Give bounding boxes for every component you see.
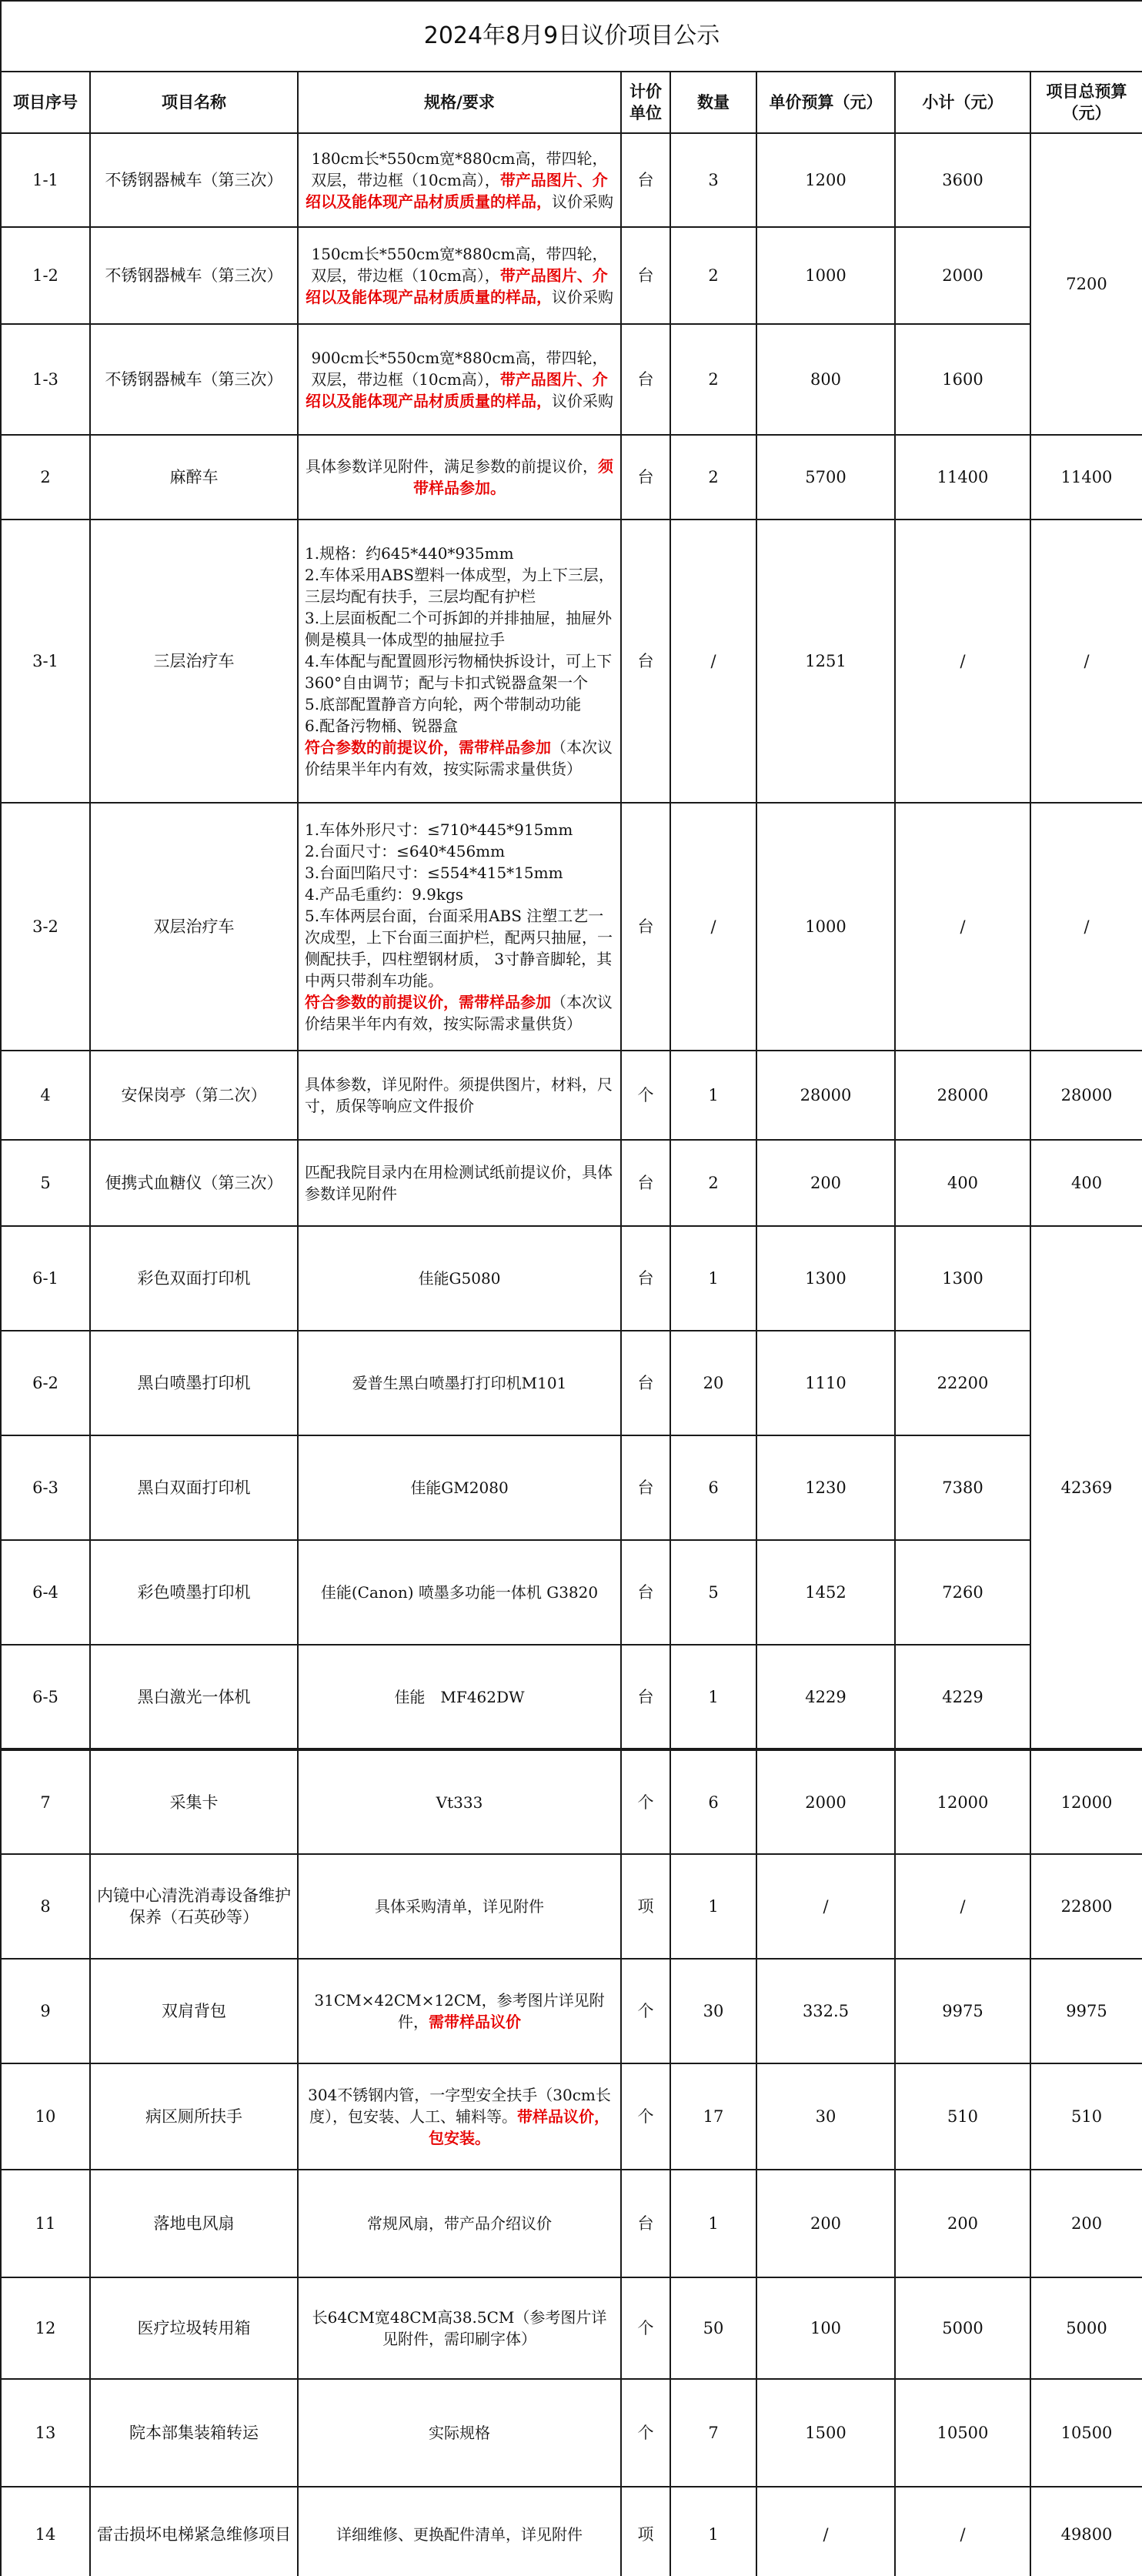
table-row: [1, 2277, 1142, 2379]
cell-subtotal: 28000: [895, 1051, 1030, 1140]
spec-highlight: 符合参数的前提议价，需带样品参加: [305, 993, 551, 1011]
cell-seq: 8: [1, 1854, 90, 1959]
cell-qty: 6: [670, 1435, 756, 1540]
table-row: [1, 2063, 1142, 2170]
cell-name: 不锈钢器械车（第三次）: [90, 324, 298, 435]
cell-subtotal: 22200: [895, 1331, 1030, 1435]
cell-price: 332.5: [756, 1959, 895, 2063]
cell-price: 100: [756, 2277, 895, 2379]
cell-name: 三层治疗车: [90, 520, 298, 803]
cell-price: 200: [756, 1140, 895, 1226]
table-row: [1, 1226, 1142, 1331]
cell-name: 院本部集装箱转运: [90, 2379, 298, 2487]
table-row: [1, 1854, 1142, 1959]
cell-total: 11400: [1030, 435, 1142, 520]
cell-name: 内镜中心清洗消毒设备维护保养（石英砂等）: [90, 1854, 298, 1959]
table-row: [1, 1645, 1142, 1749]
table-row: [1, 1959, 1142, 2063]
spec-text: 900cm长*550cm宽*880cm高，带四轮，双层，带边框（10cm高），: [311, 349, 608, 389]
cell-total: 22800: [1030, 1854, 1142, 1959]
cell-seq: 3-2: [1, 803, 90, 1051]
table-row: [1, 1435, 1142, 1540]
cell-total: 9975: [1030, 1959, 1142, 2063]
cell-subtotal: 1300: [895, 1226, 1030, 1331]
cell-seq: 5: [1, 1140, 90, 1226]
spec-highlight: 带产品图片、介绍以及能体现产品材质质量的样品，: [306, 266, 608, 306]
cell-price: 1110: [756, 1331, 895, 1435]
cell-unit: 台: [621, 1226, 670, 1331]
cell-spec: [298, 803, 621, 1051]
spec-highlight: 带样品议价，包安装。: [429, 2107, 609, 2147]
cell-unit: 台: [621, 227, 670, 324]
cell-subtotal: /: [895, 2487, 1030, 2576]
cell-spec: 详细维修、更换配件清单，详见附件: [298, 2487, 621, 2576]
cell-seq: 2: [1, 435, 90, 520]
spec-tail: 议价采购: [552, 288, 613, 306]
cell-price: 2000: [756, 1749, 895, 1854]
cell-qty: 1: [670, 2487, 756, 2576]
cell-name: 不锈钢器械车（第三次）: [90, 133, 298, 227]
cell-name: 彩色喷墨打印机: [90, 1540, 298, 1645]
spec-line: 1.车体外形尺寸：≤710*445*915mm: [305, 820, 573, 839]
cell-seq: 11: [1, 2170, 90, 2277]
cell-subtotal: 400: [895, 1140, 1030, 1226]
cell-seq: 6-1: [1, 1226, 90, 1331]
cell-spec: [298, 520, 621, 803]
header-total: 项目总预算（元）: [1030, 72, 1142, 133]
cell-subtotal: 7260: [895, 1540, 1030, 1645]
spec-tail: 议价采购: [552, 192, 613, 211]
cell-spec: 长64CM宽48CM高38.5CM（参考图片详见附件，需印刷字体）: [298, 2277, 621, 2379]
cell-subtotal: 11400: [895, 435, 1030, 520]
cell-unit: 个: [621, 1051, 670, 1140]
table-row: [1, 1749, 1142, 1854]
cell-unit: 台: [621, 1645, 670, 1749]
spec-text: 31CM×42CM×12CM，参考图片详见附件，: [314, 1991, 605, 2031]
cell-price: 1300: [756, 1226, 895, 1331]
cell-subtotal: 3600: [895, 133, 1030, 227]
cell-price: 1000: [756, 227, 895, 324]
table-row: [1, 1540, 1142, 1645]
cell-subtotal: /: [895, 520, 1030, 803]
cell-name: 麻醉车: [90, 435, 298, 520]
cell-spec: [298, 133, 621, 227]
spec-line: 4.产品毛重约：9.9kgs: [305, 885, 464, 904]
cell-price: 28000: [756, 1051, 895, 1140]
cell-seq: 9: [1, 1959, 90, 2063]
cell-unit: 个: [621, 1959, 670, 2063]
cell-subtotal: /: [895, 803, 1030, 1051]
cell-subtotal: 5000: [895, 2277, 1030, 2379]
cell-spec: 佳能G5080: [298, 1226, 621, 1331]
spec-text: 304不锈钢内管，一字型安全扶手（30cm长度），包安装、人工、辅料等。: [308, 2086, 611, 2126]
cell-qty: 20: [670, 1331, 756, 1435]
cell-total: /: [1030, 803, 1142, 1051]
cell-total: 49800: [1030, 2487, 1142, 2576]
cell-unit: 台: [621, 520, 670, 803]
table-row: [1, 227, 1142, 324]
cell-price: 1452: [756, 1540, 895, 1645]
header-seq: 项目序号: [1, 72, 90, 133]
cell-name: 双层治疗车: [90, 803, 298, 1051]
cell-qty: 1: [670, 1645, 756, 1749]
cell-qty: 7: [670, 2379, 756, 2487]
cell-seq: 14: [1, 2487, 90, 2576]
cell-total: 10500: [1030, 2379, 1142, 2487]
cell-price: /: [756, 2487, 895, 2576]
cell-subtotal: 9975: [895, 1959, 1030, 2063]
cell-spec: [298, 1959, 621, 2063]
header-row: [1, 72, 1142, 133]
cell-name: 采集卡: [90, 1749, 298, 1854]
spec-highlight: 须带样品参加。: [413, 457, 613, 497]
cell-seq: 6-2: [1, 1331, 90, 1435]
table-row: [1, 435, 1142, 520]
cell-unit: 台: [621, 1435, 670, 1540]
spec-highlight: 带产品图片、介绍以及能体现产品材质质量的样品，: [306, 171, 608, 211]
cell-price: 1000: [756, 803, 895, 1051]
cell-seq: 3-1: [1, 520, 90, 803]
header-spec: 规格/要求: [298, 72, 621, 133]
cell-price: 30: [756, 2063, 895, 2170]
cell-unit: 台: [621, 133, 670, 227]
cell-unit: 台: [621, 1140, 670, 1226]
cell-total: 5000: [1030, 2277, 1142, 2379]
cell-spec: [298, 435, 621, 520]
cell-qty: 17: [670, 2063, 756, 2170]
cell-unit: 台: [621, 324, 670, 435]
cell-price: /: [756, 1854, 895, 1959]
cell-qty: 1: [670, 2170, 756, 2277]
cell-spec: [298, 2063, 621, 2170]
spec-text: 具体参数详见附件，满足参数的前提议价，: [306, 457, 598, 476]
spec-line: 2.车体采用ABS塑料一体成型，为上下三层，三层均配有扶手，三层均配有护栏: [305, 566, 614, 606]
cell-name: 黑白双面打印机: [90, 1435, 298, 1540]
cell-name: 医疗垃圾转用箱: [90, 2277, 298, 2379]
cell-price: 1230: [756, 1435, 895, 1540]
cell-name: 黑白激光一体机: [90, 1645, 298, 1749]
cell-subtotal: 2000: [895, 227, 1030, 324]
cell-spec: Vt333: [298, 1749, 621, 1854]
spec-line: 1.规格：约645*440*935mm: [305, 544, 514, 563]
cell-name: 病区厕所扶手: [90, 2063, 298, 2170]
cell-qty: 2: [670, 1140, 756, 1226]
cell-spec: 爱普生黑白喷墨打打印机M101: [298, 1331, 621, 1435]
cell-spec: 佳能(Canon) 喷墨多功能一体机 G3820: [298, 1540, 621, 1645]
cell-name: 不锈钢器械车（第三次）: [90, 227, 298, 324]
cell-total: 12000: [1030, 1749, 1142, 1854]
spec-line: 6.配备污物桶、锐器盒: [305, 717, 459, 735]
cell-price: 1500: [756, 2379, 895, 2487]
cell-unit: 台: [621, 1540, 670, 1645]
cell-subtotal: 510: [895, 2063, 1030, 2170]
spec-line: 2.台面尺寸：≤640*456mm: [305, 842, 506, 860]
cell-unit: 个: [621, 2379, 670, 2487]
spec-highlight: 符合参数的前提议价，需带样品参加: [305, 738, 551, 757]
cell-price: 4229: [756, 1645, 895, 1749]
cell-total: 400: [1030, 1140, 1142, 1226]
table-row: [1, 520, 1142, 803]
cell-seq: 1-3: [1, 324, 90, 435]
spec-tail: 议价采购: [552, 392, 613, 410]
cell-subtotal: 1600: [895, 324, 1030, 435]
cell-seq: 6-3: [1, 1435, 90, 1540]
cell-unit: 台: [621, 1331, 670, 1435]
table-row: [1, 803, 1142, 1051]
cell-seq: 12: [1, 2277, 90, 2379]
cell-qty: 30: [670, 1959, 756, 2063]
cell-subtotal: 4229: [895, 1645, 1030, 1749]
cell-name: 黑白喷墨打印机: [90, 1331, 298, 1435]
cell-qty: 1: [670, 1226, 756, 1331]
spec-highlight: 需带样品议价: [429, 2013, 521, 2031]
cell-name: 落地电风扇: [90, 2170, 298, 2277]
cell-spec: [298, 324, 621, 435]
cell-seq: 4: [1, 1051, 90, 1140]
cell-seq: 6-4: [1, 1540, 90, 1645]
cell-qty: 2: [670, 435, 756, 520]
cell-spec: 匹配我院目录内在用检测试纸前提议价，具体参数详见附件: [298, 1140, 621, 1226]
table-row: [1, 2379, 1142, 2487]
cell-total: 510: [1030, 2063, 1142, 2170]
spec-tail: （本次议价结果半年内有效，按实际需求量供货）: [305, 993, 613, 1033]
cell-price: 1251: [756, 520, 895, 803]
cell-seq: 1-2: [1, 227, 90, 324]
cell-spec: [298, 227, 621, 324]
table-row: [1, 1051, 1142, 1140]
cell-spec: 实际规格: [298, 2379, 621, 2487]
cell-spec: 佳能 MF462DW: [298, 1645, 621, 1749]
cell-total: 200: [1030, 2170, 1142, 2277]
table-row: [1, 133, 1142, 227]
spec-highlight: 带产品图片、介绍以及能体现产品材质质量的样品，: [306, 370, 608, 410]
cell-name: 双肩背包: [90, 1959, 298, 2063]
cell-unit: 个: [621, 2277, 670, 2379]
header-price: 单价预算（元）: [756, 72, 895, 133]
table-row: [1, 1140, 1142, 1226]
cell-spec: 常规风扇，带产品介绍议价: [298, 2170, 621, 2277]
spec-tail: （本次议价结果半年内有效，按实际需求量供货）: [305, 738, 613, 778]
cell-name: 雷击损坏电梯紧急维修项目: [90, 2487, 298, 2576]
header-qty: 数量: [670, 72, 756, 133]
cell-qty: 50: [670, 2277, 756, 2379]
cell-price: 1200: [756, 133, 895, 227]
cell-total: 28000: [1030, 1051, 1142, 1140]
cell-price: 800: [756, 324, 895, 435]
header-unit: 计价单位: [621, 72, 670, 133]
cell-subtotal: /: [895, 1854, 1030, 1959]
cell-seq: 13: [1, 2379, 90, 2487]
header-name: 项目名称: [90, 72, 298, 133]
cell-subtotal: 200: [895, 2170, 1030, 2277]
cell-unit: 台: [621, 435, 670, 520]
cell-unit: 项: [621, 2487, 670, 2576]
cell-total-group6: 42369: [1030, 1226, 1142, 1749]
cell-total: /: [1030, 520, 1142, 803]
cell-unit: 台: [621, 2170, 670, 2277]
cell-name: 便携式血糖仪（第三次）: [90, 1140, 298, 1226]
cell-seq: 1-1: [1, 133, 90, 227]
cell-qty: 3: [670, 133, 756, 227]
cell-total-group1: 7200: [1030, 133, 1142, 435]
spec-line: 3.台面凹陷尺寸：≤554*415*15mm: [305, 864, 563, 882]
cell-qty: /: [670, 520, 756, 803]
cell-seq: 10: [1, 2063, 90, 2170]
cell-unit: 个: [621, 2063, 670, 2170]
cell-unit: 个: [621, 1749, 670, 1854]
cell-qty: /: [670, 803, 756, 1051]
cell-unit: 台: [621, 803, 670, 1051]
spec-line: 3.上层面板配二个可拆卸的并排抽屉，抽屉外侧是模具一体成型的抽屉拉手: [305, 609, 613, 649]
cell-price: 5700: [756, 435, 895, 520]
table-row: [1, 324, 1142, 435]
cell-unit: 项: [621, 1854, 670, 1959]
cell-seq: 7: [1, 1749, 90, 1854]
table-row: [1, 2487, 1142, 2576]
cell-name: 安保岗亭（第二次）: [90, 1051, 298, 1140]
cell-qty: 2: [670, 227, 756, 324]
table-row: [1, 2170, 1142, 2277]
spec-line: 4.车体配与配置圆形污物桶快拆设计，可上下360°自由调节；配与卡扣式锐器盒架一个: [305, 652, 613, 692]
spec-line: 5.车体两层台面，台面采用ABS 注塑工艺一次成型，上下台面三面护栏，配两只抽屉，一侧配扶手，四柱塑钢材质， 3寸静音脚轮，其中两只带刹车功能。: [305, 907, 613, 990]
cell-seq: 6-5: [1, 1645, 90, 1749]
cell-spec: 具体参数，详见附件。须提供图片，材料，尺寸，质保等响应文件报价: [298, 1051, 621, 1140]
cell-subtotal: 10500: [895, 2379, 1030, 2487]
spec-text: 150cm长*550cm宽*880cm高，带四轮，双层，带边框（10cm高），: [311, 245, 608, 285]
cell-price: 200: [756, 2170, 895, 2277]
header-subtotal: 小计（元）: [895, 72, 1030, 133]
table-row: [1, 1331, 1142, 1435]
cell-qty: 1: [670, 1854, 756, 1959]
cell-qty: 1: [670, 1051, 756, 1140]
cell-spec: 佳能GM2080: [298, 1435, 621, 1540]
spec-line: 5.底部配置静音方向轮，两个带制动功能: [305, 695, 582, 713]
cell-spec: 具体采购清单，详见附件: [298, 1854, 621, 1959]
cell-subtotal: 7380: [895, 1435, 1030, 1540]
page-title: 2024年8月9日议价项目公示: [1, 1, 1142, 72]
cell-qty: 2: [670, 324, 756, 435]
cell-name: 彩色双面打印机: [90, 1226, 298, 1331]
cell-subtotal: 12000: [895, 1749, 1030, 1854]
spec-text: 180cm长*550cm宽*880cm高，带四轮，双层，带边框（10cm高），: [311, 149, 608, 189]
cell-qty: 5: [670, 1540, 756, 1645]
cell-qty: 6: [670, 1749, 756, 1854]
